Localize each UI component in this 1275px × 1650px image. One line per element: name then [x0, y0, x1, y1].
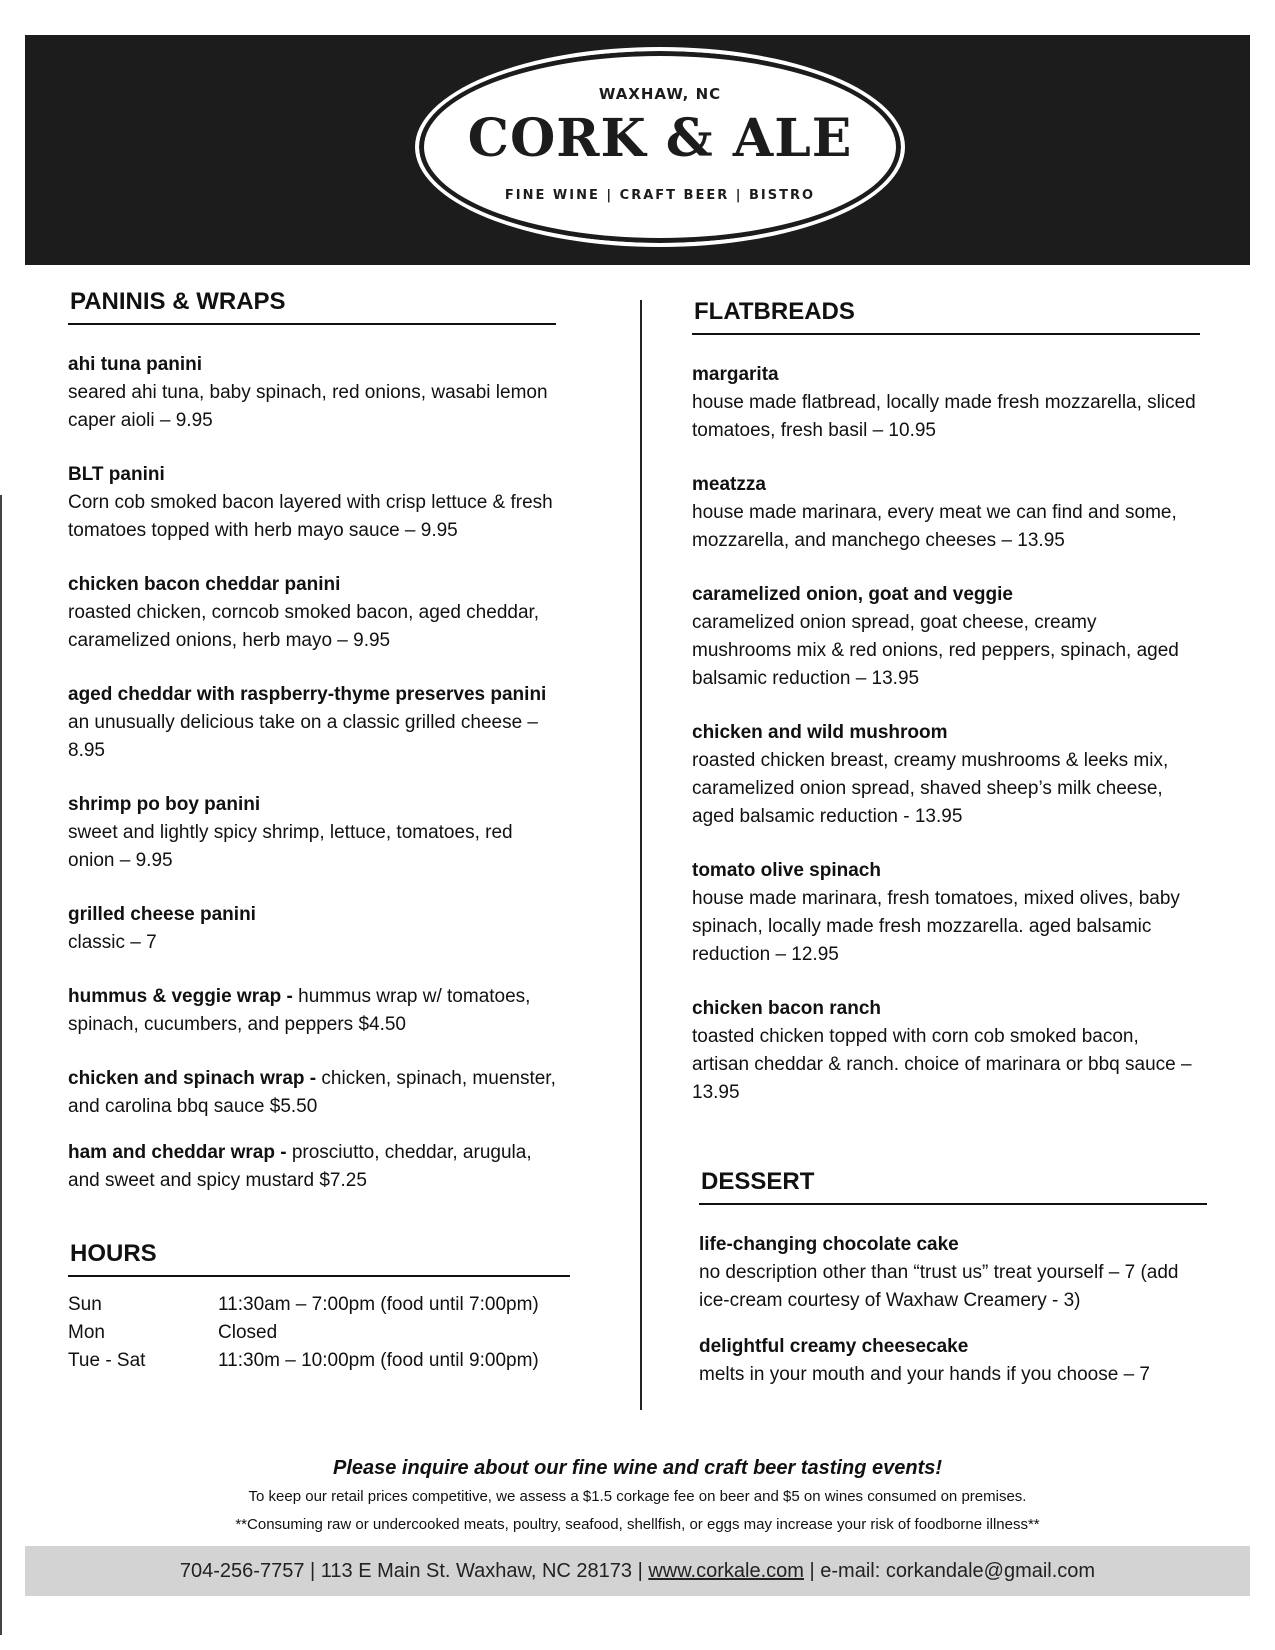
hours-day: Sun [68, 1293, 102, 1315]
contact-prefix: 704-256-7757 | 113 E Main St. Waxhaw, NC 28173 | [179, 1560, 649, 1582]
item-description: hummus wrap w/ tomatoes, spinach, cucumbers, and peppers $4.50 [68, 985, 531, 1035]
item-description: melts in your mouth and your hands if you choose – 7 [699, 1363, 1150, 1385]
menu-item [692, 361, 1200, 445]
logo-tagline: FINE WINE | CRAFT BEER | BISTRO [504, 188, 816, 203]
item-name: aged cheddar with raspberry-thyme preserves panini [68, 683, 547, 705]
column-divider [640, 300, 642, 1410]
item-description: house made flatbread, locally made fresh mozzarella, sliced tomatoes, fresh basil – 10.95 [692, 391, 1196, 441]
menu-item [699, 1231, 1207, 1315]
section-title: FLATBREADS [692, 298, 1200, 335]
menu-item [68, 1139, 556, 1195]
logo-name: CORK & ALE [467, 108, 853, 169]
item-name: grilled cheese panini [68, 903, 256, 925]
contact-suffix: | e-mail: corkandale@gmail.com [803, 1560, 1096, 1582]
menu-item [68, 1065, 556, 1121]
item-description: roasted chicken, corncob smoked bacon, aged cheddar, caramelized onions, herb mayo – 9.95 [68, 601, 540, 651]
item-name: delightful creamy cheesecake [699, 1335, 969, 1357]
flatbreads-section [692, 298, 1200, 1107]
hours-time: 11:30am – 7:00pm (food until 7:00pm) [218, 1293, 539, 1315]
item-name: BLT panini [68, 463, 165, 485]
hours-section [68, 1240, 570, 1375]
item-name: life-changing chocolate cake [699, 1233, 959, 1255]
hours-row [68, 1319, 570, 1347]
item-description: an unusually delicious take on a classic grilled cheese – 8.95 [68, 711, 538, 761]
hours-time: 11:30m – 10:00pm (food until 9:00pm) [218, 1349, 539, 1371]
health-warning: **Consuming raw or undercooked meats, poultry, seafood, shellfish, or eggs may increase your risk of foodborne illness** [235, 1516, 1040, 1533]
paninis-section [68, 288, 556, 1195]
menu-item [68, 901, 556, 957]
menu-item [692, 857, 1200, 969]
item-name: chicken and wild mushroom [692, 721, 948, 743]
item-description: house made marinara, every meat we can find and some, mozzarella, and manchego cheeses – 13.95 [692, 501, 1177, 551]
item-description: caramelized onion spread, goat cheese, creamy mushrooms mix & red onions, red peppers, spinach, aged balsamic reduction – 13.95 [692, 611, 1179, 689]
dessert-section [699, 1168, 1207, 1389]
menu-item [68, 791, 556, 875]
menu-item [692, 581, 1200, 693]
section-title: DESSERT [699, 1168, 1207, 1205]
item-name: chicken and spinach wrap - [68, 1067, 317, 1089]
item-description: sweet and lightly spicy shrimp, lettuce, tomatoes, red onion – 9.95 [68, 821, 513, 871]
hours-day: Tue - Sat [68, 1349, 146, 1371]
item-name: chicken bacon ranch [692, 997, 882, 1019]
website-link[interactable]: www.corkale.com [648, 1560, 804, 1582]
menu-item [68, 571, 556, 655]
menu-item [68, 351, 556, 435]
hours-row [68, 1291, 570, 1319]
item-description: classic – 7 [68, 931, 157, 953]
hours-day: Mon [68, 1321, 105, 1343]
item-description: house made marinara, fresh tomatoes, mixed olives, baby spinach, locally made fresh mozzarella. aged balsamic reduction – 12.95 [692, 887, 1180, 965]
item-name: chicken bacon cheddar panini [68, 573, 341, 595]
menu-item [68, 983, 556, 1039]
item-name: hummus & veggie wrap - [68, 985, 293, 1007]
menu-item [692, 471, 1200, 555]
logo-city: WAXHAW, NC [598, 85, 722, 103]
item-name: tomato olive spinach [692, 859, 881, 881]
item-description: prosciutto, cheddar, arugula, and sweet and spicy mustard $7.25 [68, 1141, 532, 1191]
corkage-note: To keep our retail prices competitive, we assess a $1.5 corkage fee on beer and $5 on wines consumed on premises. [248, 1488, 1027, 1505]
contact-bar [25, 1546, 1250, 1596]
item-description: roasted chicken breast, creamy mushrooms & leeks mix, caramelized onion spread, shaved sheep’s milk cheese, aged balsamic reduction - 13.95 [692, 749, 1169, 827]
item-name: meatzza [692, 473, 766, 495]
item-name: margarita [692, 363, 779, 385]
footer-notes [0, 1453, 1275, 1539]
item-description: toasted chicken topped with corn cob smoked bacon, artisan cheddar & ranch. choice of marinara or bbq sauce – 13.95 [692, 1025, 1192, 1103]
item-name: caramelized onion, goat and veggie [692, 583, 1013, 605]
item-name: ham and cheddar wrap - [68, 1141, 287, 1163]
menu-item [692, 995, 1200, 1107]
item-description: chicken, spinach, muenster, and carolina bbq sauce $5.50 [68, 1067, 556, 1117]
hours-time: Closed [218, 1321, 278, 1343]
item-description: no description other than “trust us” treat yourself – 7 (add ice-cream courtesy of Waxhaw Creamery - 3) [699, 1261, 1179, 1311]
menu-item [699, 1333, 1207, 1389]
item-description: seared ahi tuna, baby spinach, red onions, wasabi lemon caper aioli – 9.95 [68, 381, 548, 431]
menu-item [68, 461, 556, 545]
menu-item [692, 719, 1200, 831]
item-name: ahi tuna panini [68, 353, 203, 375]
item-name: shrimp po boy panini [68, 793, 261, 815]
section-title: HOURS [68, 1240, 570, 1277]
logo [415, 47, 905, 247]
promo-text: Please inquire about our fine wine and craft beer tasting events! [332, 1457, 943, 1479]
menu-item [68, 681, 556, 765]
section-title: PANINIS & WRAPS [68, 288, 556, 325]
header-banner [25, 35, 1250, 265]
hours-row [68, 1347, 570, 1375]
item-description: Corn cob smoked bacon layered with crisp lettuce & fresh tomatoes topped with herb mayo sauce – 9.95 [68, 491, 553, 541]
